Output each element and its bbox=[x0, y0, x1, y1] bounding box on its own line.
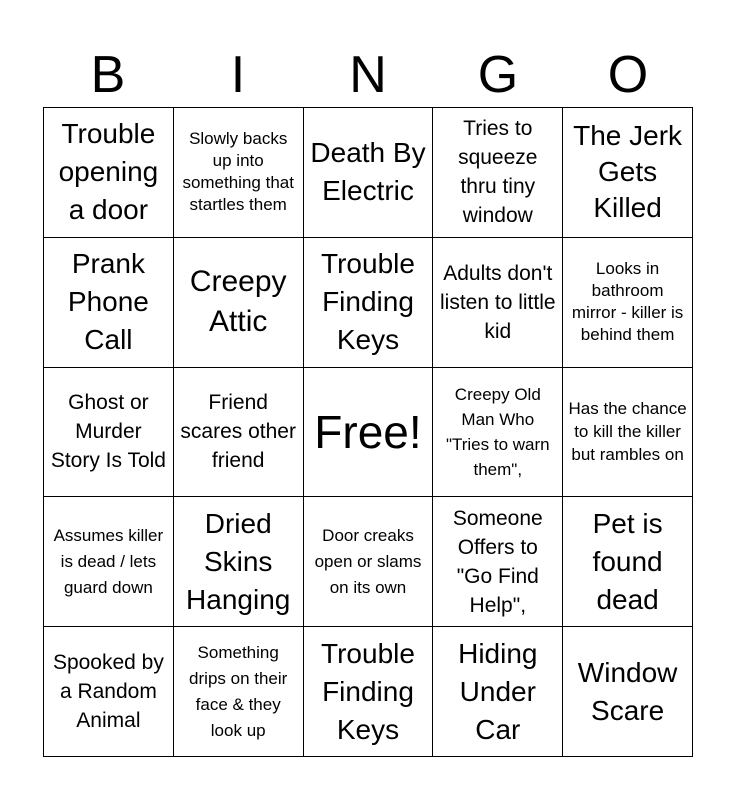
header-letter-o: O bbox=[607, 46, 649, 104]
bingo-cell-r4c5[interactable] bbox=[563, 497, 693, 627]
bingo-cell-r3c5[interactable] bbox=[563, 368, 693, 498]
bingo-header bbox=[43, 42, 693, 108]
cell-text: Ghost or Murder Story Is Told bbox=[50, 391, 166, 473]
bingo-cell-r2c5[interactable] bbox=[563, 238, 693, 368]
cell-text: Trouble opening a door bbox=[58, 118, 159, 226]
cell-text: Spooked by a Random Animal bbox=[52, 651, 164, 733]
bingo-cell-r2c4[interactable] bbox=[433, 238, 563, 368]
cell-text: Assumes killer is dead / lets guard down bbox=[53, 525, 164, 597]
cell-text: Trouble Finding Keys bbox=[321, 637, 415, 745]
bingo-cell-r1c2[interactable] bbox=[174, 108, 304, 238]
cell-text: Friend scares other friend bbox=[180, 391, 296, 473]
bingo-cell-r4c2[interactable] bbox=[174, 497, 304, 627]
cell-text: Death By Electric bbox=[310, 137, 426, 207]
header-letter-i: I bbox=[230, 46, 246, 104]
bingo-cell-r2c1[interactable] bbox=[44, 238, 174, 368]
cell-text: Creepy Attic bbox=[189, 265, 287, 339]
bingo-cell-r2c2[interactable] bbox=[174, 238, 304, 368]
bingo-cell-r3c1[interactable] bbox=[44, 368, 174, 498]
cell-text: Tries to squeeze thru tiny window bbox=[458, 117, 538, 228]
bingo-grid bbox=[43, 107, 693, 757]
bingo-cell-r5c3[interactable] bbox=[304, 627, 434, 757]
cell-text: Has the chance to kill the killer but rambles on bbox=[568, 399, 687, 465]
bingo-cell-r4c1[interactable] bbox=[44, 497, 174, 627]
bingo-cell-r5c5[interactable] bbox=[563, 627, 693, 757]
bingo-cell-r2c3[interactable] bbox=[304, 238, 434, 368]
bingo-cell-r4c4[interactable] bbox=[433, 497, 563, 627]
bingo-cell-r1c4[interactable] bbox=[433, 108, 563, 238]
cell-text: The Jerk Gets Killed bbox=[573, 120, 683, 224]
cell-text: Pet is found dead bbox=[592, 507, 663, 615]
cell-text: Window Scare bbox=[577, 656, 678, 726]
bingo-cell-free[interactable] bbox=[304, 368, 434, 498]
cell-text: Door creaks open or slams on its own bbox=[314, 525, 422, 597]
cell-text: Hiding Under Car bbox=[458, 637, 538, 745]
bingo-cell-r3c4[interactable] bbox=[433, 368, 563, 498]
cell-text: Looks in bathroom mirror - killer is behind them bbox=[571, 259, 684, 345]
bingo-cell-r5c1[interactable] bbox=[44, 627, 174, 757]
bingo-cell-r5c2[interactable] bbox=[174, 627, 304, 757]
cell-text: Adults don't listen to little kid bbox=[440, 261, 556, 343]
cell-text: Someone Offers to "Go Find Help", bbox=[452, 506, 543, 617]
bingo-cell-r1c5[interactable] bbox=[563, 108, 693, 238]
bingo-cell-r1c1[interactable] bbox=[44, 108, 174, 238]
bingo-cell-r4c3[interactable] bbox=[304, 497, 434, 627]
cell-text: Dried Skins Hanging bbox=[186, 507, 291, 615]
bingo-cell-r1c3[interactable] bbox=[304, 108, 434, 238]
header-letter-g: G bbox=[477, 46, 519, 104]
header-letter-b: B bbox=[90, 46, 126, 104]
cell-text: Something drips on their face & they look up bbox=[189, 642, 288, 740]
bingo-cell-r3c2[interactable] bbox=[174, 368, 304, 498]
cell-text: Trouble Finding Keys bbox=[321, 248, 415, 356]
header-letter-n: N bbox=[349, 46, 387, 104]
cell-text: Creepy Old Man Who "Tries to warn them", bbox=[445, 384, 550, 479]
cell-text: Prank Phone Call bbox=[67, 248, 149, 356]
free-space-text: Free! bbox=[314, 405, 422, 458]
bingo-cell-r5c4[interactable] bbox=[433, 627, 563, 757]
cell-text: Slowly backs up into something that startles them bbox=[182, 129, 294, 215]
